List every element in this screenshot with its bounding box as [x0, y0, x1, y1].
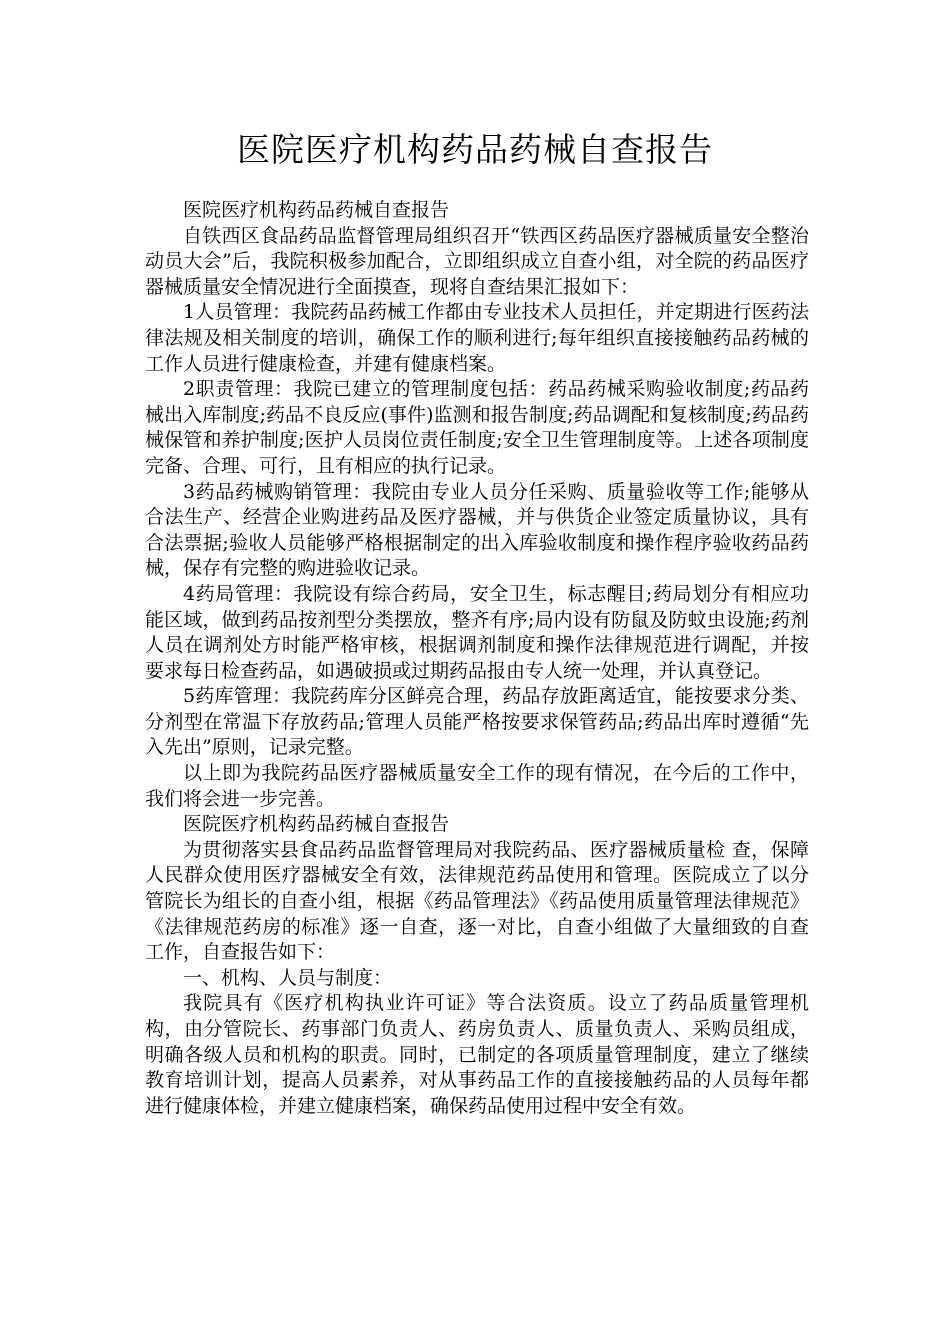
- section-heading-organization: 一、机构、人员与制度：: [183, 966, 393, 989]
- pharmacy-management-paragraph: 4药局管理：我院设有综合药局，安全卫生，标志醒目;药局划分有相应功能区域，做到药品按剂型分类摆放，整齐有序;局内设有防鼠及防蚊虫设施;药剂人员在调剂处方时能严格审核，根据调剂制度和操作法律规范进行调配，并按要求每日检查药品，如遇破损或过期药品报由专人统一处理，并认真登记。: [145, 582, 809, 682]
- warehouse-management-paragraph: 5药库管理：我院药库分区鲜亮合理，药品存放距离适宜，能按要求分类、分剂型在常温下存放药品;管理人员能严格按要求保管药品;药品出库时遵循“先入先出”原则，记录完整。: [145, 685, 809, 759]
- intro-paragraph: 自铁西区食品药品监督管理局组织召开“铁西区药品医疗器械质量安全整治动员大会”后，我院积极参加配合，立即组织成立自查小组，对全院的药品医疗器械质量安全情况进行全面摸查，现将自查结果汇报如下：: [145, 224, 809, 298]
- organization-paragraph: 我院具有《医疗机构执业许可证》等合法资质。设立了药品质量管理机构，由分管院长、药事部门负责人、药房负责人、质量负责人、采购员组成，明确各级人员和机构的职责。同时，已制定的各项质量管理制度，建立了继续教育培训计划，提高人员素养，对从事药品工作的直接接触药品的人员每年都进行健康体检，并建立健康档案，确保药品使用过程中安全有效。: [145, 992, 809, 1117]
- purchase-sales-management-paragraph: 3药品药械购销管理：我院由专业人员分任采购、质量验收等工作;能够从合法生产、经营企业购进药品及医疗器械，并与供货企业签定质量协议，具有合法票据;验收人员能够严格根据制定的出入库验收制度和操作程序验收药品药械，保存有完整的购进验收记录。: [145, 480, 809, 580]
- document-body: [145, 198, 809, 1119]
- second-report-intro-paragraph: 为贯彻落实县食品药品监督管理局对我院药品、医疗器械质量检 查，保障人民群众使用医疗器械安全有效，法律规范药品使用和管理。医院成立了以分管院长为组长的自查小组，根据《药品管理法》《药品使用质量管理法律规范》《法律规范药房的标准》逐一自查，逐一对比，自查小组做了大量细致的自查工作，自查报告如下：: [145, 838, 809, 964]
- personnel-management-paragraph: 1人员管理：我院药品药械工作都由专业技术人员担任，并定期进行医药法律法规及相关制度的培训，确保工作的顺利进行;每年组织直接接触药品药械的工作人员进行健康检查，并建有健康档案。: [145, 301, 809, 375]
- second-report-heading: 医院医疗机构药品药械自查报告: [183, 813, 450, 836]
- summary-paragraph: 以上即为我院药品医疗器械质量安全工作的现有情况，在今后的工作中，我们将会进一步完善。: [145, 762, 809, 810]
- subtitle-paragraph: 医院医疗机构药品药械自查报告: [183, 199, 450, 221]
- document-title: 医院医疗机构药品药械自查报告: [237, 130, 713, 169]
- responsibility-management-paragraph: 2职责管理：我院已建立的管理制度包括：药品药械采购验收制度;药品药械出入库制度;药品不良反应(事件)监测和报告制度;药品调配和复核制度;药品药械保管和养护制度;医护人员岗位责任制度;安全卫生管理制度等。上述各项制度完备、合理、可行，且有相应的执行记录。: [145, 378, 809, 477]
